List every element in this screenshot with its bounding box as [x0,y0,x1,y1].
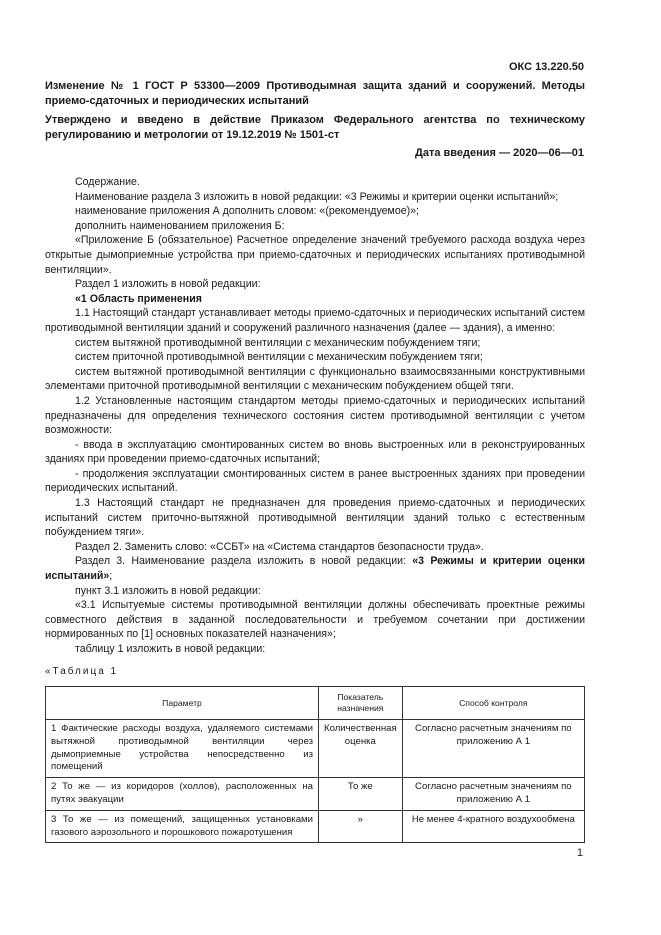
table-cell: 2 То же — из коридоров (холлов), расположенных на путях эвакуации [46,778,319,811]
approval-statement: Утверждено и введено в действие Приказом Федерального агентства по техническому регулированию и метрологии от 19.12.2019 № 1501-ст [45,114,585,141]
table-row [46,778,585,811]
amendment-title: Изменение № 1 ГОСТ Р 53300—2009 Противодымная защита зданий и сооружений. Методы приемо-сдаточных и периодических испытаний [45,80,585,107]
table-cell: Не менее 4-кратного воздухообмена [402,810,584,843]
paragraph: Содержание. [75,176,140,188]
paragraph: 1.3 Настоящий стандарт не предназначен для проведения приемо-сдаточных и периодических испытаний систем приточно-вытяжной противодымной вентиляции зданий только с естественным побуждением тяги». [45,497,585,539]
paragraph [45,554,585,583]
effective-date: Дата введения — 2020—06—01 [415,147,584,159]
table-header-row [46,687,585,720]
paragraph: 1.2 Установленные настоящим стандартом методы приемо-сдаточных и периодических испытаний предназначены для определения технического состояния систем противодымной вентиляции с учетом возможности: [45,394,585,437]
section-heading: «1 Область применения [75,292,202,305]
paragraph: Раздел 1 изложить в новой редакции: [75,278,261,291]
paragraph: дополнить наименованием приложения Б: [75,219,285,232]
paragraph: систем вытяжной противодымной вентиляции с механическим побуждением тяги; [75,336,481,349]
paragraph: Раздел 2. Заменить слово: «ССБТ» на «Система стандартов безопасности труда». [75,540,484,553]
paragraph: - ввода в эксплуатацию смонтированных систем во вновь выстроенных или в реконструированных зданиях при проведении приемо-сдаточных испытаний; [45,438,585,466]
paragraph: систем приточной противодымной вентиляции с механическим побуждением тяги; [75,351,483,364]
table-cell: » [319,810,403,843]
text-run: ; [109,570,113,583]
header-indicator: Показатель назначения [319,687,403,720]
table-cell: Согласно расчетным значениям по приложению А 1 [402,778,584,811]
paragraph: таблицу 1 изложить в новой редакции: [75,643,266,655]
table-caption: «Таблица 1 [45,666,119,677]
amendment-body [45,175,585,657]
table-cell: Количественная оценка [319,720,403,778]
paragraph: систем вытяжной противодымной вентиляции с функционально взаимосвязанными конструктивными элементами приточной противодымной вентиляции с механическим побуждением общей тяги. [45,365,585,393]
header-parameter: Параметр [46,687,319,720]
text-run: Раздел 3. Наименование раздела изложить в новой редакции: [75,555,413,568]
okc-code: ОКС 13.220.50 [508,61,584,73]
table-row [46,720,585,778]
table-cell: Согласно расчетным значениям по приложению А 1 [402,720,584,778]
table-cell: То же [319,778,403,811]
table-row [46,810,585,843]
table-cell: 3 То же — из помещений, защищенных установками газового аэрозольного и порошкового пожаротушения [46,810,319,843]
table-cell: 1 Фактические расходы воздуха, удаляемого системами вытяжной противодымной вентиляции через дымоприемные устройства непосредственно из помещений [46,720,319,778]
paragraph: «3.1 Испытуемые системы противодымной вентиляции должны обеспечивать проектные режимы совместного действия в заданной последовательности и требуемом сочетании при достижении нормированных по [1] основных показателей назначения»; [45,599,585,641]
header-control-method: Способ контроля [402,687,584,720]
parameters-table [45,686,585,843]
paragraph: пункт 3.1 изложить в новой редакции: [75,584,261,597]
page-number: 1 [576,847,583,859]
text-run-bold: «3 Режимы и критерии оценки испытаний» [45,555,585,583]
paragraph: «Приложение Б (обязательное) Расчетное определение значений требуемого расхода воздуха через открытые дымоприемные устройства при приемо-сдаточных и периодических испытаниях противодымной вентиляции». [45,234,585,276]
paragraph: Наименование раздела 3 изложить в новой редакции: «3 Режимы и критерии оценки испытаний»; [75,190,559,203]
paragraph: наименование приложения А дополнить словом: «(рекомендуемое)»; [75,205,419,218]
paragraph: 1.1 Настоящий стандарт устанавливает методы приемо-сдаточных и периодических испытаний систем противодымной вентиляции зданий и сооружений различного назначения (далее — здания), а именно: [45,307,585,334]
paragraph: - продолжения эксплуатации смонтированных систем в ранее выстроенных зданиях при проведении периодических испытаний. [45,467,585,495]
